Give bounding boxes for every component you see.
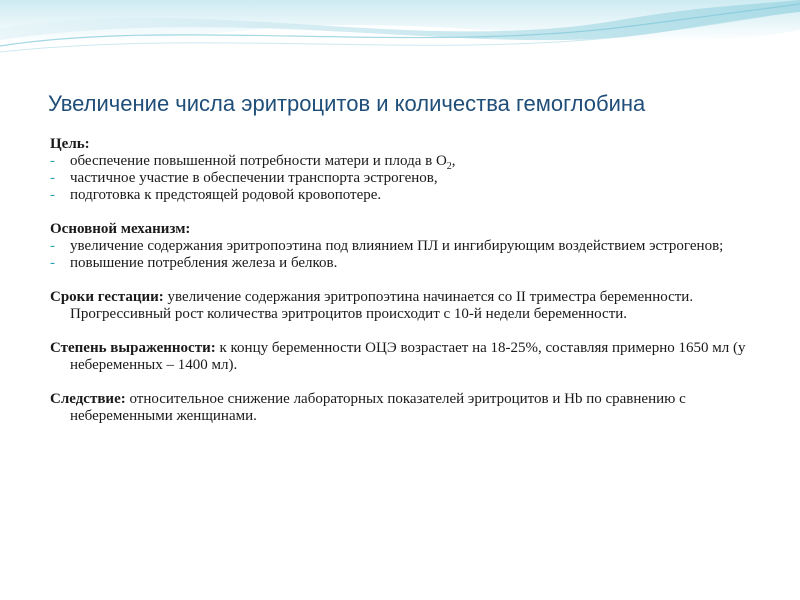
list-item	[50, 170, 750, 187]
goal-heading: Цель:	[50, 136, 90, 152]
degree-label: Степень выраженности:	[50, 340, 216, 356]
bullet-dash: -	[50, 255, 55, 271]
consequence-paragraph	[50, 391, 750, 425]
terms-text: увеличение содержания эритропоэтина начинается со II триместра беременности. Прогрессивный рост количества эритроцитов происходит с 10-й недели беременности.	[70, 289, 694, 322]
mechanism-item-1: увеличение содержания эритропоэтина под влиянием ПЛ и ингибирующим воздействием эстрогенов;	[70, 238, 724, 254]
bullet-dash: -	[50, 238, 55, 254]
bullet-dash: -	[50, 153, 55, 169]
mechanism-list	[50, 238, 750, 272]
consequence-section	[50, 391, 750, 425]
goal-item-1-suffix: ,	[451, 153, 456, 169]
terms-section	[50, 289, 750, 323]
slide-content	[50, 136, 750, 442]
goal-list	[50, 153, 750, 204]
bullet-dash: -	[50, 187, 55, 203]
terms-label: Сроки гестации:	[50, 289, 164, 305]
list-item	[50, 187, 750, 204]
terms-paragraph	[50, 289, 750, 323]
goal-item-1: обеспечение повышенной потребности матери и плода в О	[70, 153, 447, 169]
mechanism-item-2: повышение потребления железа и белков.	[70, 255, 338, 271]
o2-subscript: 2	[446, 161, 452, 172]
consequence-text: относительное снижение лабораторных показателей эритроцитов и Hb по сравнению с небеременными женщинами.	[70, 391, 686, 424]
header-wave-decoration	[0, 0, 800, 80]
degree-paragraph	[50, 340, 750, 374]
degree-text: к концу беременности ОЦЭ возрастает на 18-25%, составляя примерно 1650 мл (у небеременных – 1400 мл).	[70, 340, 746, 373]
list-item	[50, 255, 750, 272]
list-item	[50, 153, 750, 170]
degree-section	[50, 340, 750, 374]
list-item	[50, 238, 750, 255]
goal-item-2: частичное участие в обеспечении транспорта эстрогенов,	[70, 170, 438, 186]
goal-section	[50, 136, 750, 204]
mechanism-section	[50, 221, 750, 272]
slide-title: Увеличение числа эритроцитов и количества гемоглобина	[48, 91, 646, 116]
bullet-dash: -	[50, 170, 55, 186]
consequence-label: Следствие:	[50, 391, 126, 407]
mechanism-heading: Основной механизм:	[50, 221, 191, 237]
goal-item-3: подготовка к предстоящей родовой кровопотере.	[70, 187, 382, 203]
